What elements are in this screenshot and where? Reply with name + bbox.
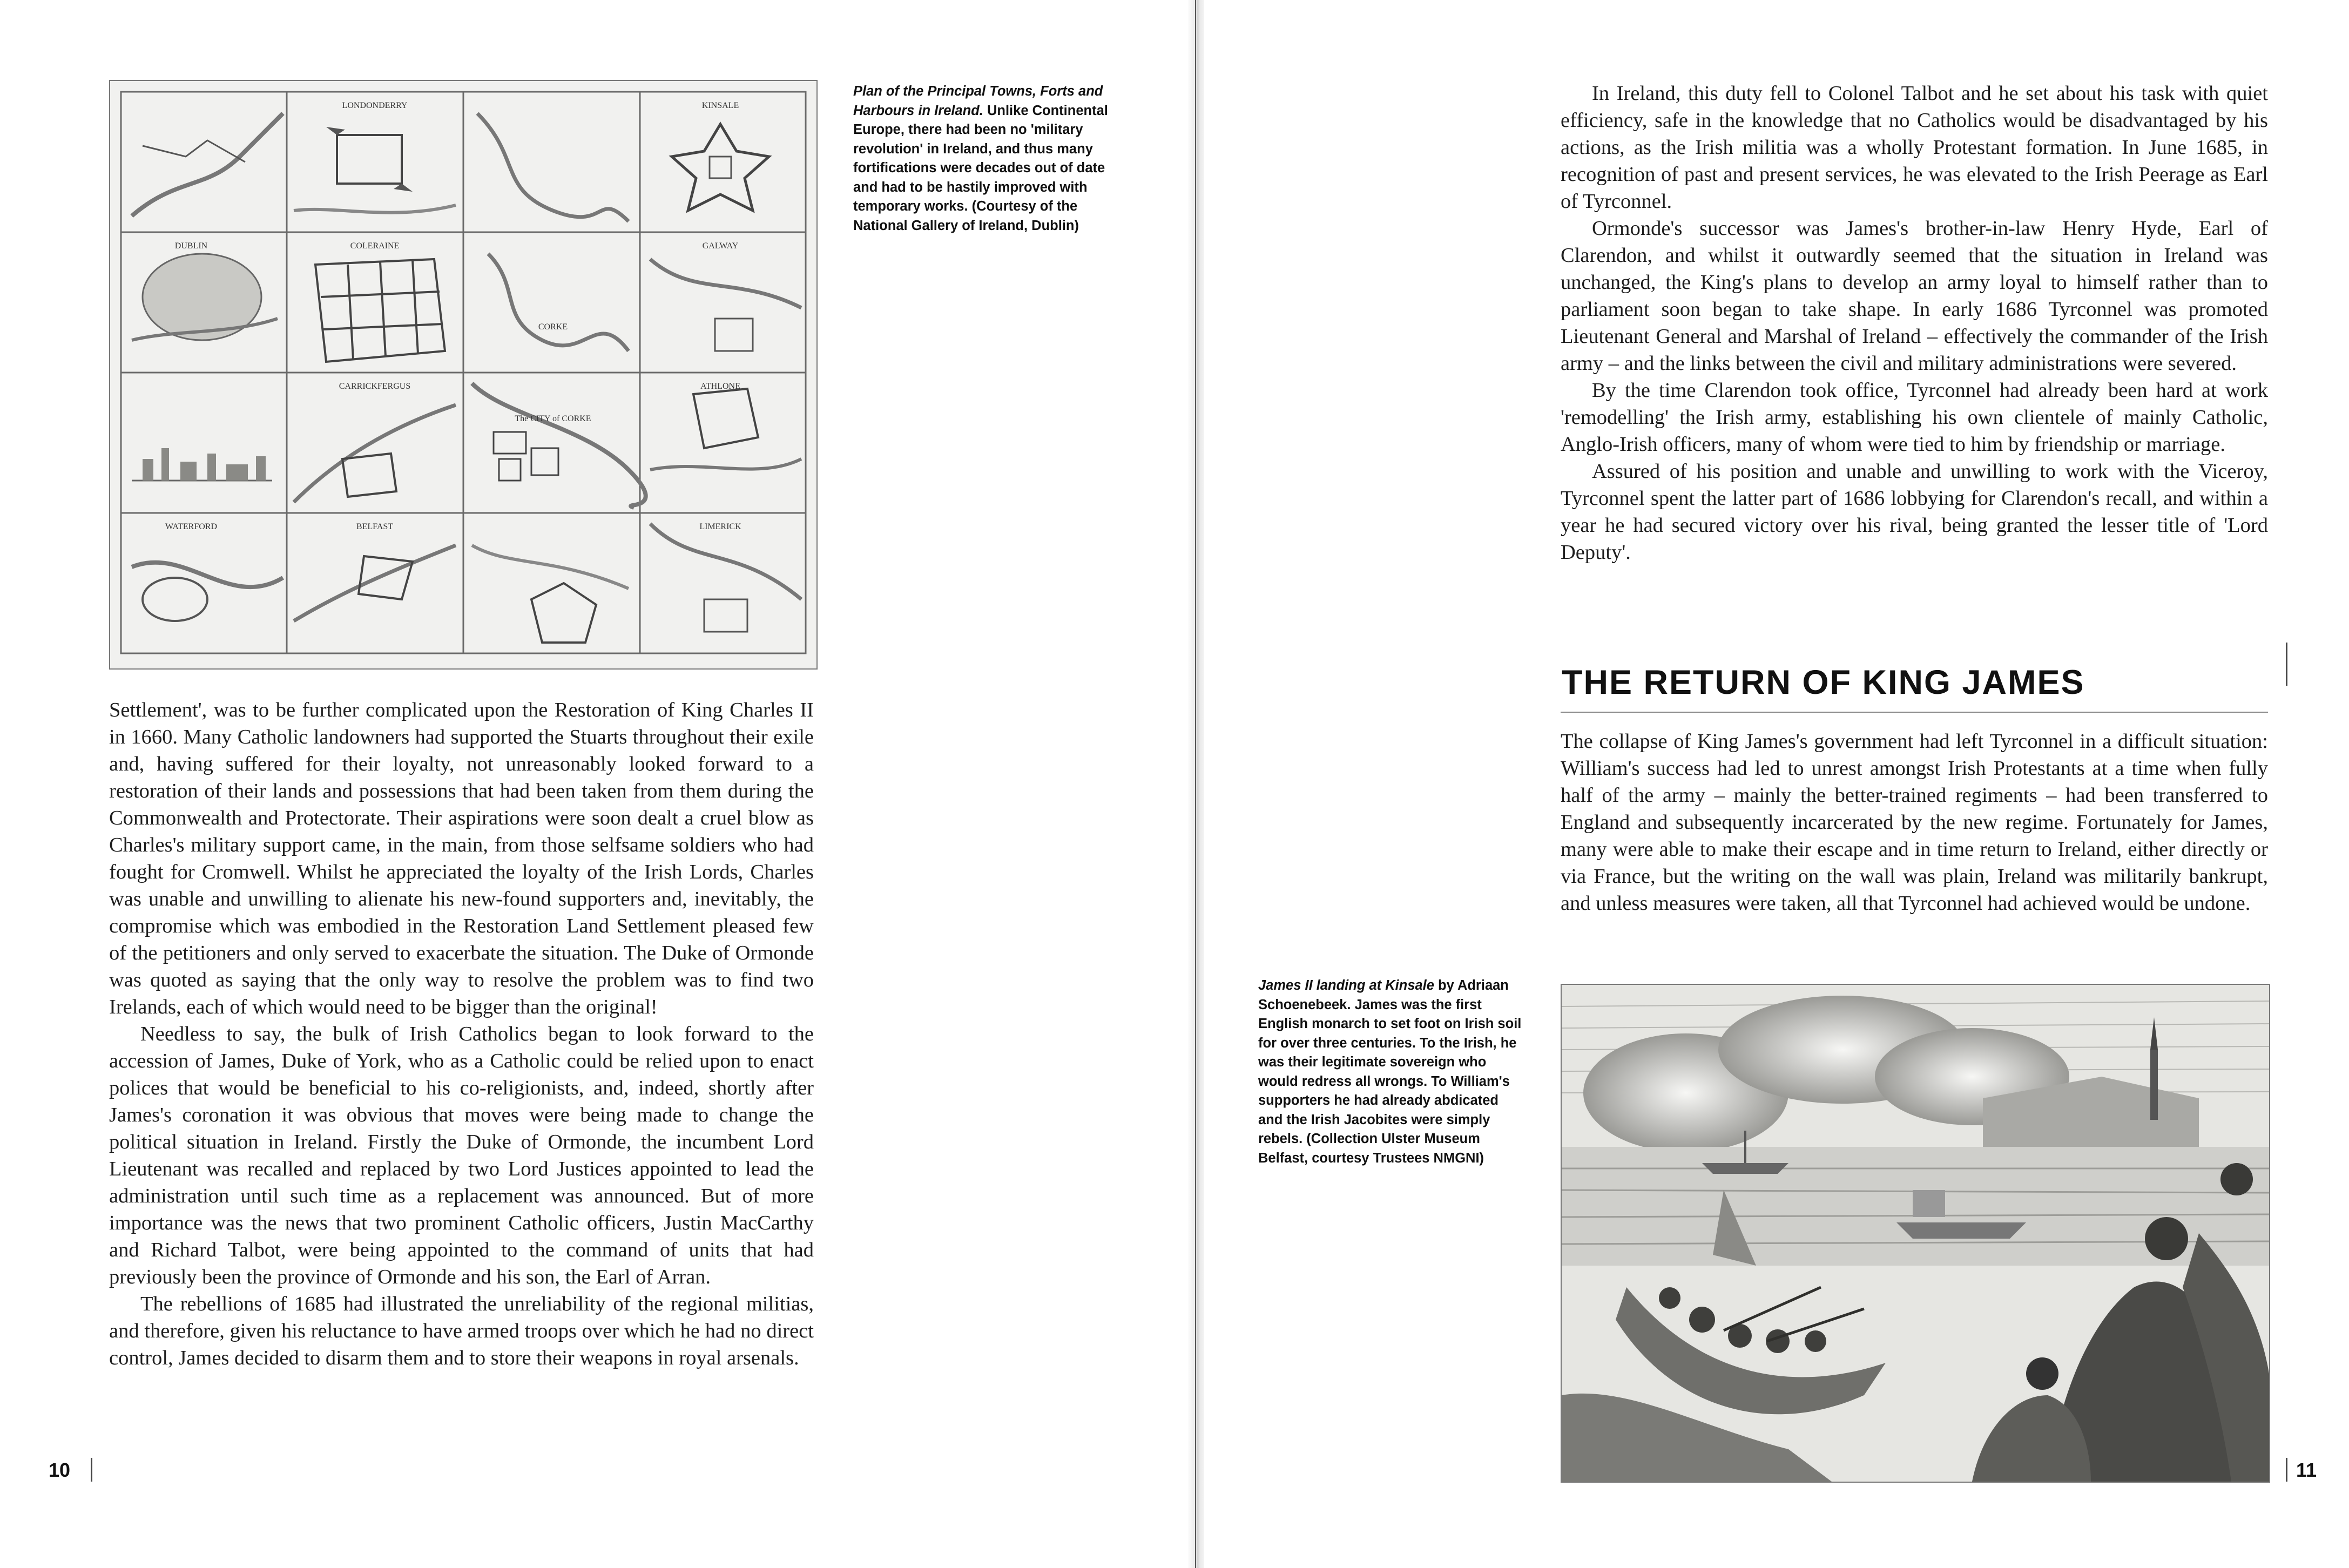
map-label: ATHLONE: [700, 382, 740, 391]
engraving-plate: [1561, 984, 2270, 1483]
right-body-text-top: [1561, 80, 2268, 566]
engraving-caption-title: James II landing at Kinsale: [1258, 978, 1434, 993]
map-label: LIMERICK: [699, 522, 741, 531]
heading-rule: [1561, 712, 2268, 713]
gutter-line: [1195, 0, 1196, 1568]
map-caption: [853, 82, 1123, 235]
map-label: The CITY of CORKE: [515, 414, 591, 423]
paragraph: In Ireland, this duty fell to Colonel Talbot and he set about his task with quiet efficiency, safe in the knowledge that no Catholics would be disadvantaged by his actions, as the Irish militia was a wholly Protestant formation. In June 1685, in recognition of past and present services, he was elevated to the Irish Peerage as Earl of Tyrconnel.: [1561, 82, 2268, 213]
paragraph: The rebellions of 1685 had illustrated the unreliability of the regional militias, and therefore, given his reluctance to have armed troops over which he had no direct control, James decided to disarm them and to store their weapons in royal arsenals.: [109, 1293, 814, 1369]
map-label: WATERFORD: [165, 522, 218, 531]
paragraph: Settlement', was to be further complicated upon the Restoration of King Charles II in 1660. Many Catholic landowners had supported the Stuarts throughout their exile and, having suffered for their loyalty, not unreasonably looked forward to a restoration of their lands and possessions that had been taken from them during the Commonwealth and Protectorate. Their aspirations were soon dealt a cruel blow as Charles's military support came, in the main, from those selfsame soldiers who had fought for Cromwell. Whilst he appreciated the loyalty of the Irish Lords, Charles was unable and unwilling to alienate his new-found supporters and, inevitably, the compromise which was embodied in the Restoration Land Settlement pleased few of the petitioners and only served to exacerbate the situation. The Duke of Ormonde was quoted as saying that the only way to resolve the problem was to find two Irelands, each of which would need to be bigger than the original!: [109, 699, 814, 1018]
paragraph: Needless to say, the bulk of Irish Catholics began to look forward to the accession of James, Duke of York, who as a Catholic could be relied upon to enact polices that would be beneficial to his co-religionists, and, indeed, shortly after James's coronation it was obvious that moves were being made to change the political situation in Ireland. Firstly the Duke of Ormonde, the incumbent Lord Lieutenant was recalled and replaced by two Lord Justices appointed to lead the administration until such time as a replacement was announced. But of more importance was the news that two prominent Catholic officers, Justin MacCarthy and Richard Talbot, were being appointed to the command of units that had previously been the province of Ormonde and his son, the Earl of Arran.: [109, 1023, 814, 1288]
margin-marker: [2286, 1458, 2287, 1482]
map-label: BELFAST: [356, 522, 394, 531]
map-label: LONDONDERRY: [342, 101, 408, 110]
margin-marker: [91, 1458, 92, 1482]
paragraph: Assured of his position and unable and unwilling to work with the Viceroy, Tyrconnel spent the latter part of 1686 lobbying for Clarendon's recall, and within a year he had secured victory over his rival, being granted the lesser title of 'Lord Deputy'.: [1561, 460, 2268, 564]
map-plate-illustration: [110, 81, 816, 668]
map-label: CORKE: [538, 322, 568, 332]
left-body-text: [109, 697, 814, 1371]
paragraph: The collapse of King James's government had left Tyrconnel in a difficult situation: William's success had led to unrest amongst Irish Protestants at a time when fully half of the army – mainly the better-trained regiments – had been transferred to England and subsequently incarcerated by the new regime. Fortunately for James, many were able to make their escape and in time return to Ireland, either directly or via France, but the writing on the wall was plain, Ireland was militarily bankrupt, and unless measures were taken, all that Tyrconnel had achieved would be undone.: [1561, 730, 2268, 915]
page-number-left: 10: [49, 1459, 71, 1481]
right-page: [1204, 0, 2349, 1568]
map-label: CARRICKFERGUS: [339, 382, 411, 391]
margin-marker: [2286, 643, 2287, 686]
page-number-right: 11: [2296, 1459, 2317, 1481]
map-label: GALWAY: [702, 241, 739, 251]
engraving-caption-text: by Adriaan Schoenebeek. James was the first English monarch to set foot on Irish soil for over three centuries. To the Irish, he was their legitimate sovereign who would redress all wrongs. To William's supporters he had already abdicated and the Irish Jacobites were simply rebels. (Collection Ulster Museum Belfast, courtesy Trustees NMGNI): [1258, 978, 1522, 1166]
right-body-text-bottom: [1561, 728, 2268, 917]
map-label: DUBLIN: [174, 241, 208, 251]
paragraph: Ormonde's successor was James's brother-in-law Henry Hyde, Earl of Clarendon, and whilst it outwardly seemed that the situation in Ireland was unchanged, the King's plans to develop an army loyal to himself rather than to parliament soon began to take shape. In early 1686 Tyrconnel was promoted Lieutenant General and Marshal of Ireland – effectively the commander of the Irish army – and the links between the civil and military administrations were severed.: [1561, 217, 2268, 375]
map-caption-text: Unlike Continental Europe, there had been no 'military revolution' in Ireland, and thus many fortifications were decades out of date and had to be hastily improved with temporary works. (Courtesy of the National Gallery of Ireland, Dublin): [853, 103, 1108, 233]
map-label: COLERAINE: [350, 241, 400, 251]
section-heading: THE RETURN OF KING JAMES: [1562, 664, 2085, 701]
map-caption-title: Plan of the Principal Towns, Forts and Harbours in Ireland.: [853, 84, 1103, 118]
map-plate: [109, 80, 818, 670]
paragraph: By the time Clarendon took office, Tyrconnel had already been hard at work 'remodelling' the Irish army, establishing his own clientele of mainly Catholic, Anglo-Irish officers, many of whom were tied to him by friendship or marriage.: [1561, 379, 2268, 456]
map-label: KINSALE: [701, 101, 739, 110]
engraving-caption: [1258, 976, 1523, 1168]
engraving-illustration: [1562, 985, 2269, 1482]
